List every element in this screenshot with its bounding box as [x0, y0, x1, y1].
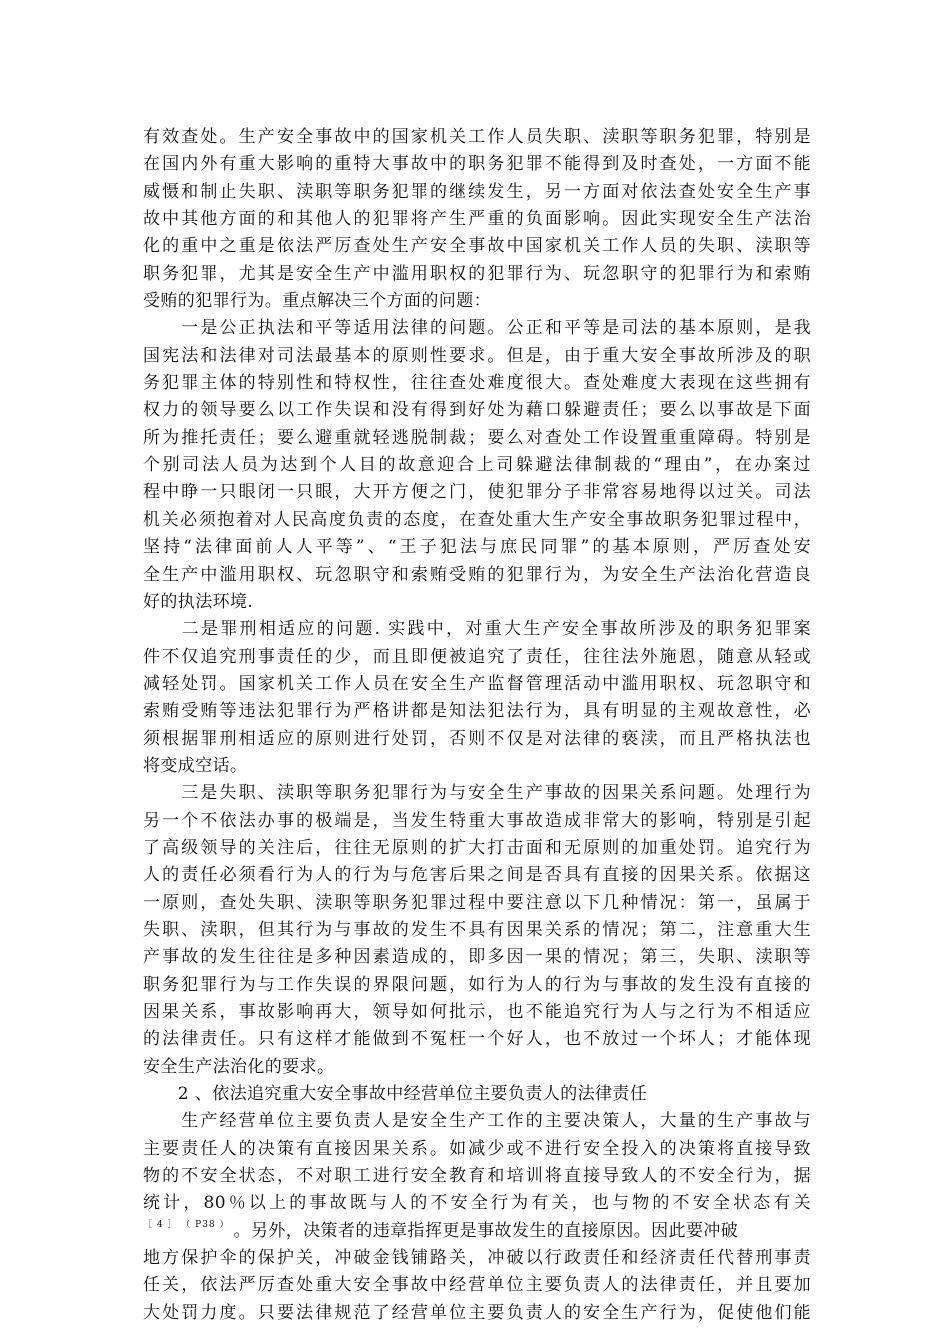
text-line: 二是罪刑相适应的问题. 实践中，对重大生产安全事故所涉及的职务犯罪案 — [143, 619, 811, 640]
text-line: 机关必须抱着对人民高度负责的态度，在查处重大生产安全事故职务犯罪过程中， — [143, 509, 811, 530]
text-line: 一原则，查处失职、渎职等职务犯罪过程中要注意以下几种情况：第一，虽属于 — [143, 892, 811, 913]
text-line: 个别司法人员为达到个人目的故意迎合上司躲避法律制裁的“理由”，在办案过 — [143, 455, 811, 476]
paragraph-2 — [143, 315, 811, 616]
text-line: 索贿受贿等违法犯罪行为严格讲都是知法犯法行为，具有明显的主观故意性，必 — [143, 701, 811, 722]
text-line: 生产经营单位主要负责人是安全生产工作的主要决策人，大量的生产事故与 — [143, 1111, 811, 1132]
text-line: 受贿的犯罪行为。重点解决三个方面的问题： — [143, 291, 491, 312]
text-line: 人的责任必须看行为人的行为与危害后果之间是否具有直接的因果关系。依据这 — [143, 865, 811, 886]
paragraph-1 — [143, 124, 811, 315]
text-line: 另一个不依法办事的极端是，当发生特重大事故造成非常大的影响，特别是引起 — [143, 810, 811, 831]
text-fragment: 。另外，决策者的违章指挥更是事故发生的直接原因。因此要冲破 — [233, 1220, 739, 1241]
text-line: 统计，80％以上的事故既与人的不安全行为有关，也与物的不安全状态有关 — [143, 1193, 811, 1214]
text-line: 了高级领导的关注后，往往无原则的扩大打击面和无原则的加重处罚。追究行为 — [143, 837, 811, 858]
document-body — [143, 124, 811, 1327]
text-line: 产事故的发生往往是多种因素造成的，即多因一果的情况；第三，失职、渎职等 — [143, 947, 811, 968]
text-line: 因果关系，事故影响再大，领导如何批示，也不能追究行为人与之行为不相适应 — [143, 1002, 811, 1022]
text-line: 职务犯罪行为与工作失误的界限问题，如行为人的行为与事故的发生没有直接的 — [143, 974, 811, 995]
text-line: 权力的领导要么以工作失误和没有得到好处为藉口躲避责任；要么以事故是下面 — [143, 400, 811, 421]
text-line: 安全生产法治化的要求。 — [143, 1056, 335, 1077]
text-line: 有效查处。生产安全事故中的国家机关工作人员失职、渎职等职务犯罪，特别是 — [143, 127, 811, 147]
text-line: 程中睁一只眼闭一只眼，大开方便之门，使犯罪分子非常容易地得以过关。司法 — [143, 482, 811, 503]
text-line: 大处罚力度。只要法律规范了经营单位主要负责人的安全生产行为，促使他们能 — [143, 1302, 811, 1323]
paragraph-3 — [143, 616, 811, 780]
text-line: 失职、渎职，但其行为与事故的发生不具有因果关系的情况；第二，注意重大生 — [143, 919, 811, 940]
text-line: 在国内外有重大影响的重特大事故中的职务犯罪不能得到及时查处，一方面不能 — [143, 154, 811, 175]
text-line: 减轻处罚。国家机关工作人员在安全生产监督管理活动中滥用职权、玩忽职守和 — [143, 673, 811, 694]
text-line: 坚持“法律面前人人平等”、“王子犯法与庶民同罪”的基本原则，严厉查处安 — [143, 537, 811, 558]
text-line: 化的重中之重是依法严厉查处生产安全事故中国家机关工作人员的失职、渎职等 — [143, 236, 811, 257]
text-line: 的法律责任。只有这样才能做到不冤枉一个好人，也不放过一个坏人；才能体现 — [143, 1029, 811, 1050]
text-line: 地方保护伞的保护关，冲破金钱铺路关，冲破以行政责任和经济责任代替刑事责 — [143, 1248, 811, 1269]
section-heading: 2 、依法追究重大安全事故中经营单位主要负责人的法律责任 — [143, 1084, 648, 1105]
text-line: 任关，依法严厉查处重大安全事故中经营单位主要负责人的法律责任，并且要加 — [143, 1275, 811, 1296]
text-line: 故中其他方面的和其他人的犯罪将产生严重的负面影响。因此实现安全生产法治 — [143, 209, 811, 230]
paragraph-4 — [143, 780, 811, 1081]
text-line-with-citation — [143, 1218, 811, 1245]
text-line: 主要责任人的决策有直接因果关系。如减少或不进行安全投入的决策将直接导致 — [143, 1138, 811, 1159]
text-line: 职务犯罪，尤其是安全生产中滥用职权的犯罪行为、玩忽职守的犯罪行为和索贿 — [143, 263, 811, 284]
text-line: 全生产中滥用职权、玩忽职守和索贿受贿的犯罪行为，为安全生产法治化营造良 — [143, 564, 811, 585]
text-line: 将变成空话。 — [143, 755, 248, 776]
text-line: 务犯罪主体的特别性和特权性，往往查处难度很大。查处难度大表现在这些拥有 — [143, 373, 811, 394]
text-line: 威慑和制止失职、渎职等职务犯罪的继续发生，另一方面对依法查处安全生产事 — [143, 181, 811, 202]
text-line: 所为推托责任；要么避重就轻逃脱制裁；要么对查处工作设置重重障碍。特别是 — [143, 427, 811, 448]
text-line: 三是失职、渎职等职务犯罪行为与安全生产事故的因果关系问题。处理行为 — [143, 783, 811, 804]
text-line: 物的不安全状态，不对职工进行安全教育和培训将直接导致人的不安全行为，据 — [143, 1166, 811, 1187]
citation-reference: ［ 4 ］ （ P38 ） — [143, 1219, 230, 1230]
text-line: 须根据罪刑相适应的原则进行处罚，否则不仅是对法律的亵渎，而且严格执法也 — [143, 728, 811, 749]
text-line: 国宪法和法律对司法最基本的原则性要求。但是，由于重大安全事故所涉及的职 — [143, 345, 811, 366]
text-line: 件不仅追究刑事责任的少，而且即便被追究了责任，往往法外施恩，随意从轻或 — [143, 646, 811, 667]
text-line: 好的执法环境. — [143, 591, 254, 612]
paragraph-5 — [143, 1108, 811, 1327]
text-line: 一是公正执法和平等适用法律的问题。公正和平等是司法的基本原则，是我 — [143, 318, 811, 339]
